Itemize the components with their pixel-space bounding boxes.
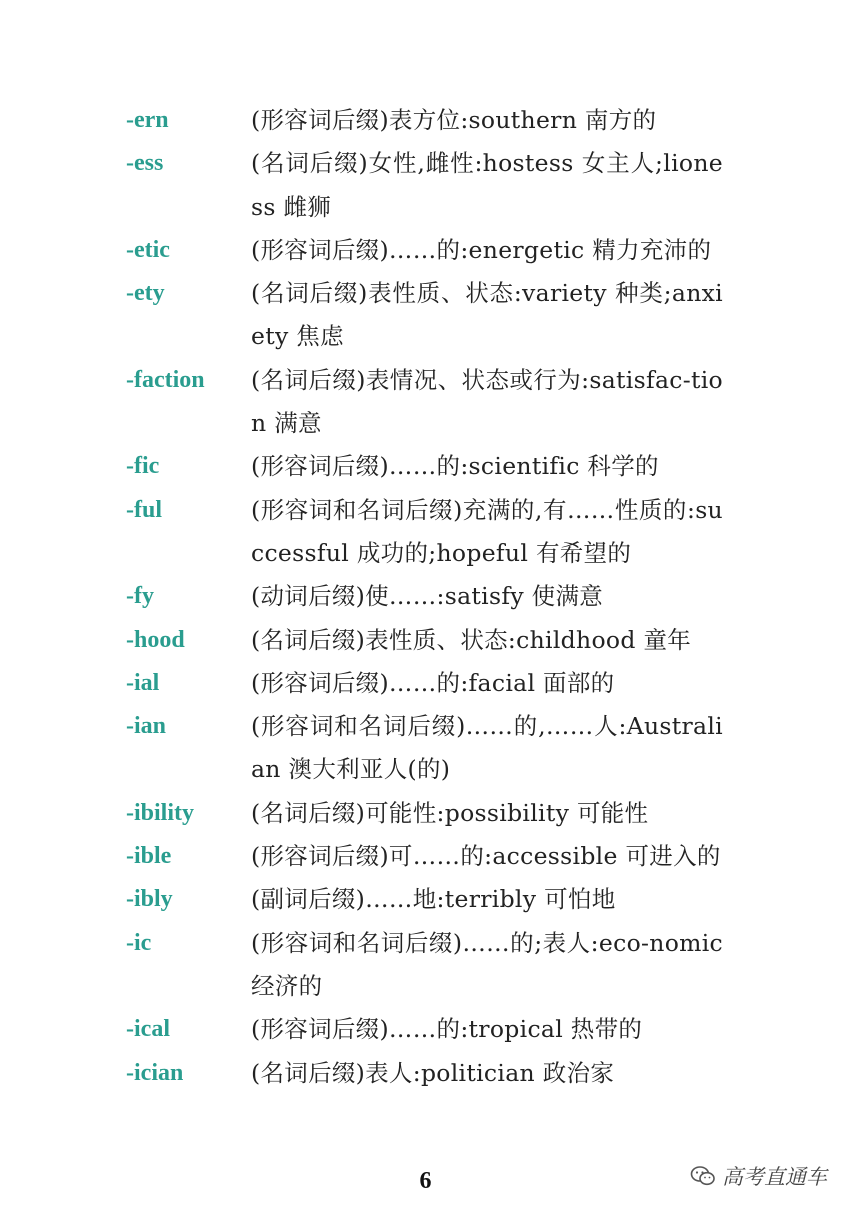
suffix-definition: (动词后缀)使……:satisfy 使满意 xyxy=(251,582,604,611)
suffix-entry xyxy=(0,575,851,618)
suffix-definition: (名词后缀)可能性:possibility 可能性 xyxy=(251,798,649,827)
suffix-definition: (形容词后缀)表方位:southern 南方的 xyxy=(251,106,657,134)
suffix-term: -hood xyxy=(126,626,185,653)
wechat-icon xyxy=(690,1165,716,1187)
suffix-term: -ible xyxy=(126,843,172,870)
suffix-term: -ical xyxy=(126,1016,170,1043)
suffix-definition: (名词后缀)表情况、状态或行为:satisfac-tion 满意 xyxy=(251,365,723,438)
watermark-text: 高考直通车 xyxy=(722,1165,827,1189)
suffix-definition: (副词后缀)……地:terribly 可怕地 xyxy=(251,885,616,914)
suffix-term: -ful xyxy=(126,496,162,523)
suffix-entry xyxy=(0,1052,851,1095)
suffix-term: -fic xyxy=(126,453,160,480)
suffix-entry xyxy=(0,619,851,662)
suffix-term: -ial xyxy=(126,669,160,696)
suffix-entry xyxy=(0,705,851,792)
watermark xyxy=(690,1161,827,1191)
suffix-entry xyxy=(0,142,851,229)
suffix-definition: (形容词和名词后缀)……的;表人:eco-nomic 经济的 xyxy=(251,928,723,1000)
suffix-entry xyxy=(0,272,851,359)
suffix-entry xyxy=(0,922,851,1009)
suffix-entry xyxy=(0,445,851,488)
suffix-term: -ess xyxy=(126,150,164,177)
suffix-entry xyxy=(0,878,851,921)
suffix-definition: (名词后缀)表人:politician 政治家 xyxy=(251,1058,615,1087)
suffix-entry xyxy=(0,1008,851,1051)
suffix-term: -etic xyxy=(126,236,170,263)
suffix-definition: (形容词后缀)……的:facial 面部的 xyxy=(251,668,615,697)
suffix-entry xyxy=(0,662,851,705)
suffix-definition: (名词后缀)表性质、状态:childhood 童年 xyxy=(251,625,692,654)
suffix-term: -faction xyxy=(126,366,205,393)
suffix-term: -ibility xyxy=(126,799,195,826)
suffix-term: -ibly xyxy=(126,886,173,913)
suffix-definition: (形容词后缀)可……的:accessible 可进入的 xyxy=(251,842,721,871)
page-number: 6 xyxy=(419,1168,432,1194)
suffix-definition: (形容词后缀)……的:scientific 科学的 xyxy=(251,452,659,481)
suffix-definition: (形容词和名词后缀)充满的,有……性质的:successful 成功的;hopeful 有希望的 xyxy=(251,495,723,567)
suffix-term: -ety xyxy=(126,280,165,307)
suffix-entry-list xyxy=(0,99,851,1095)
suffix-entry xyxy=(0,835,851,878)
suffix-definition: (形容词后缀)……的:tropical 热带的 xyxy=(251,1015,643,1044)
suffix-entry xyxy=(0,359,851,446)
suffix-definition: (名词后缀)表性质、状态:variety 种类;anxiety 焦虑 xyxy=(251,279,723,351)
suffix-definition: (形容词和名词后缀)……的,……人:Australian 澳大利亚人(的) xyxy=(251,712,723,784)
suffix-term: -fy xyxy=(126,583,154,610)
suffix-term: -ician xyxy=(126,1059,184,1086)
suffix-term: -ian xyxy=(126,713,167,740)
suffix-definition: (名词后缀)女性,雌性:hostess 女主人;lioness 雌狮 xyxy=(251,149,723,221)
suffix-entry xyxy=(0,229,851,272)
suffix-entry xyxy=(0,792,851,835)
suffix-entry xyxy=(0,99,851,142)
suffix-term: -ic xyxy=(126,929,152,956)
suffix-definition: (形容词后缀)……的:energetic 精力充沛的 xyxy=(251,235,712,264)
suffix-term: -ern xyxy=(126,107,169,133)
suffix-entry xyxy=(0,489,851,576)
